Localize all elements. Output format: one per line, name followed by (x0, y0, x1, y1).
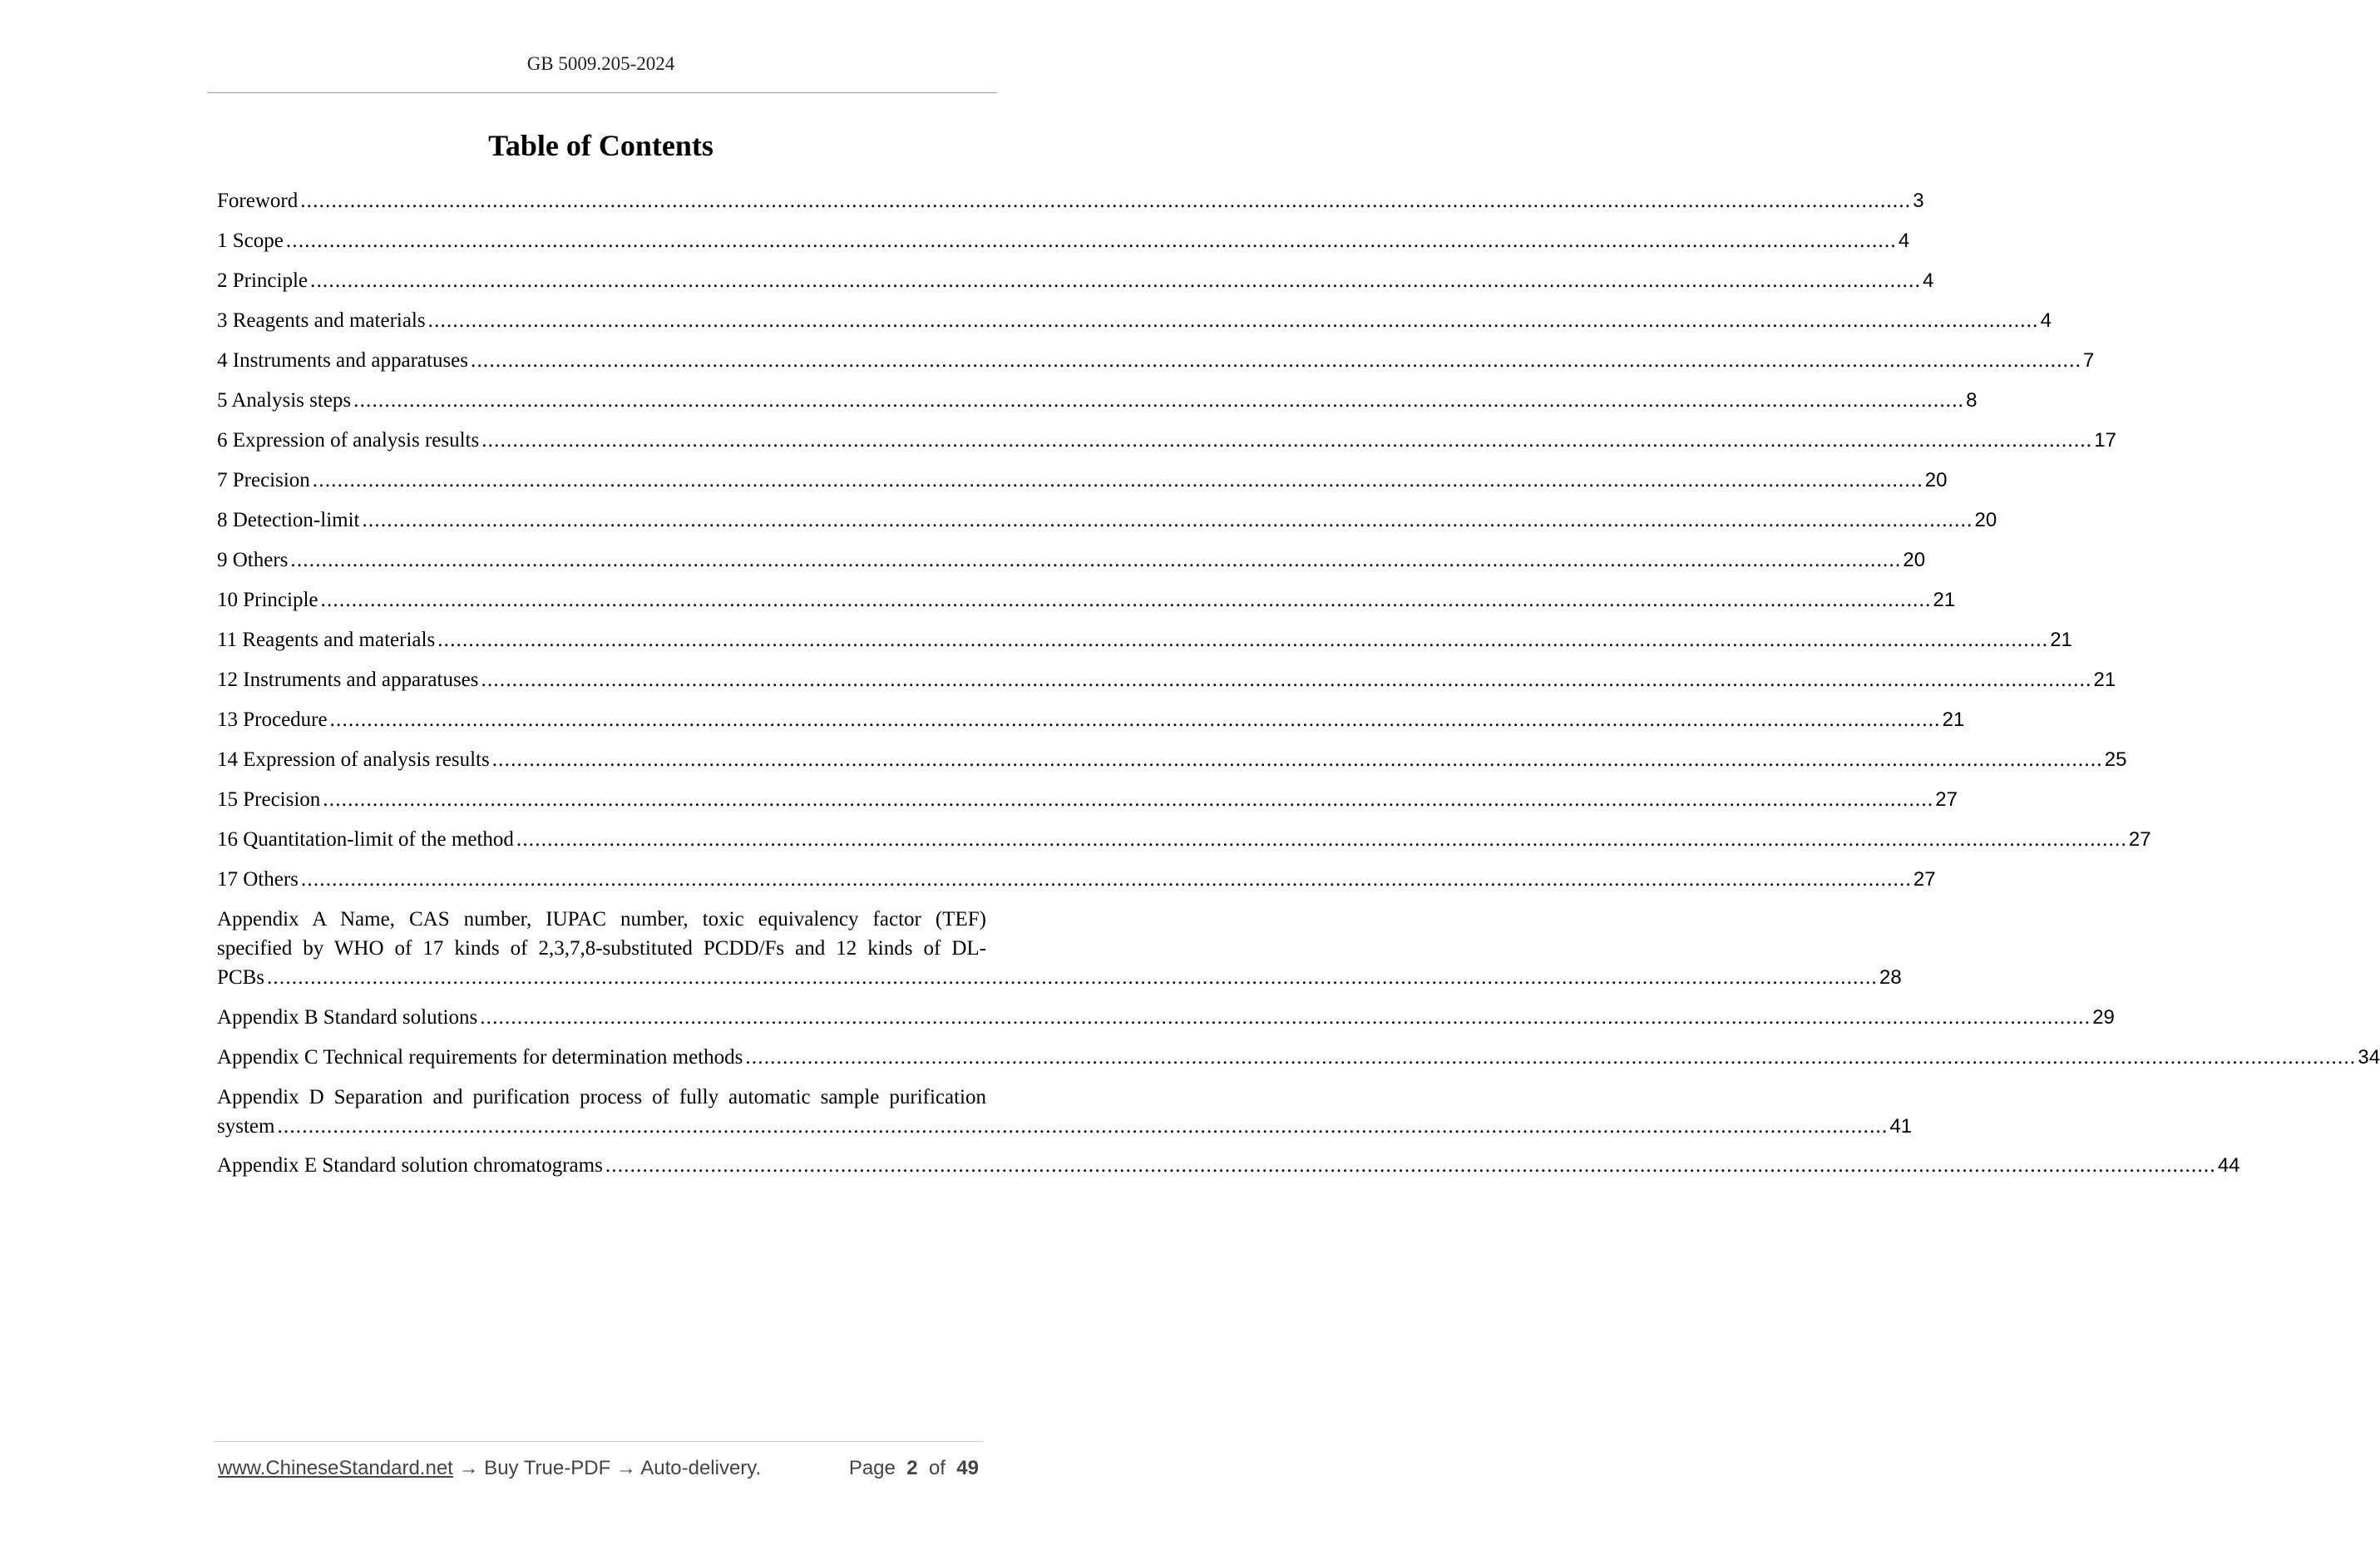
toc-entry-label-line: system (217, 1115, 275, 1138)
toc-entry-label: Appendix E Standard solution chromatograms (217, 1154, 603, 1177)
page-title: Table of Contents (488, 129, 714, 162)
toc-entry[interactable] (217, 466, 1948, 495)
toc-entry-page: 4 (1923, 269, 1934, 292)
dot-leader: .................................................................................................................................................................................................................................................................... (323, 788, 1934, 811)
toc-entry[interactable] (217, 226, 1910, 255)
toc-entry[interactable] (217, 665, 2116, 694)
toc-entry[interactable] (217, 745, 2127, 774)
current-page-number: 2 (906, 1457, 918, 1479)
dot-leader: .................................................................................................................................................................................................................................................................... (605, 1154, 2216, 1177)
toc-entry-label: 3 Reagents and materials (217, 309, 426, 332)
toc-entry-page: 21 (2050, 629, 2072, 651)
toc-entry[interactable] (217, 1151, 2240, 1180)
toc-entry-page: 34 (2358, 1046, 2380, 1069)
toc-entry-label: 15 Precision (217, 788, 321, 811)
toc-entry-page: 21 (1942, 708, 1965, 731)
toc-entry-label: 6 Expression of analysis results (217, 429, 480, 452)
promo-text: → Buy True-PDF → Auto-delivery. (458, 1457, 762, 1479)
dot-leader: .................................................................................................................................................................................................................................................................... (290, 549, 1902, 571)
toc-entry-label-line: Appendix A Name, CAS number, IUPAC number, toxic equivalency factor (TEF) (217, 908, 986, 931)
toc-entry-label: 7 Precision (217, 469, 310, 491)
toc-entry-label-line: specified by WHO of 17 kinds of 2,3,7,8-substituted PCDD/Fs and 12 kinds of DL- (217, 937, 986, 960)
dot-leader: .................................................................................................................................................................................................................................................................... (329, 708, 1941, 731)
toc-entry-page: 3 (1913, 190, 1924, 212)
dot-leader: .................................................................................................................................................................................................................................................................... (437, 629, 2049, 651)
toc-entry-label: Appendix C Technical requirements for determination methods (217, 1046, 743, 1069)
dot-leader: .................................................................................................................................................................................................................................................................... (481, 429, 2093, 452)
toc-entry-label: 11 Reagents and materials (217, 629, 436, 651)
toc-entry-page: 4 (2040, 309, 2052, 332)
toc-entry-label: 13 Procedure (217, 708, 328, 731)
footer-promo (218, 1457, 761, 1480)
dot-leader: .................................................................................................................................................................................................................................................................... (480, 1006, 2091, 1029)
toc-entry-label: 9 Others (217, 549, 289, 571)
toc-entry-label: Foreword (217, 190, 299, 212)
dot-leader: .................................................................................................................................................................................................................................................................... (310, 269, 1922, 292)
page-word: Page (848, 1457, 896, 1479)
dot-leader: .................................................................................................................................................................................................................................................................... (266, 966, 1878, 989)
toc-entry-appendix-d[interactable] (217, 1083, 1913, 1141)
toc-entry-label: Appendix B Standard solutions (217, 1006, 478, 1029)
toc-entry-page: 21 (2093, 669, 2116, 691)
page-header: GB 5009.205-2024 (526, 53, 675, 74)
toc-entry-page: 27 (1913, 868, 1936, 891)
toc-entry-label: 8 Detection-limit (217, 509, 360, 531)
toc-entry[interactable] (217, 585, 1956, 615)
toc-entry-page: 20 (1903, 549, 1926, 571)
footer-divider (214, 1441, 983, 1442)
dot-leader: .................................................................................................................................................................................................................................................................... (285, 230, 1897, 252)
toc-entry[interactable] (217, 346, 2095, 375)
toc-entry[interactable] (217, 186, 1924, 215)
toc-entry-label: 12 Instruments and apparatuses (217, 669, 479, 691)
toc-entry[interactable] (217, 386, 1978, 415)
toc-entry-appendix-a[interactable] (217, 905, 1902, 992)
toc-entry-label-line: Appendix D Separation and purification process of fully automatic sample purification (217, 1086, 986, 1108)
toc-entry-page: 44 (2217, 1154, 2240, 1177)
toc-entry[interactable] (217, 1003, 2115, 1032)
toc-entry-label: 10 Principle (217, 589, 318, 611)
dot-leader: .................................................................................................................................................................................................................................................................... (471, 349, 2082, 372)
toc-entry-page: 17 (2094, 429, 2116, 452)
total-pages-number: 49 (956, 1457, 979, 1479)
dot-leader: .................................................................................................................................................................................................................................................................... (277, 1115, 1889, 1138)
toc-entry-page: 20 (1974, 509, 1997, 531)
toc-entry-page: 4 (1898, 230, 1910, 252)
toc-entry-page: 41 (1889, 1115, 1913, 1138)
dot-leader: .................................................................................................................................................................................................................................................................... (516, 828, 2127, 851)
header-divider (207, 92, 997, 93)
toc-entry-page: 20 (1924, 469, 1948, 491)
toc-entry[interactable] (217, 266, 1934, 295)
dot-leader: .................................................................................................................................................................................................................................................................... (491, 748, 2103, 771)
toc-entry-label: 2 Principle (217, 269, 309, 292)
dot-leader: .................................................................................................................................................................................................................................................................... (353, 389, 1965, 412)
toc-entry-label: 1 Scope (217, 230, 284, 252)
dot-leader: .................................................................................................................................................................................................................................................................... (745, 1046, 2357, 1069)
dot-leader: .................................................................................................................................................................................................................................................................... (481, 669, 2092, 691)
page-indicator (849, 1457, 979, 1480)
toc-entry-page: 27 (1935, 788, 1958, 811)
toc-entry[interactable] (217, 865, 1936, 894)
dot-leader: .................................................................................................................................................................................................................................................................... (312, 469, 1923, 491)
of-word: of (928, 1457, 946, 1479)
toc-entry-label: 4 Instruments and apparatuses (217, 349, 469, 372)
toc-entry-label: 5 Analysis steps (217, 389, 352, 412)
dot-leader: .................................................................................................................................................................................................................................................................... (362, 509, 1973, 531)
toc-entry[interactable] (217, 785, 1958, 814)
dot-leader: .................................................................................................................................................................................................................................................................... (427, 309, 2039, 332)
toc-entry-label: 16 Quantitation-limit of the method (217, 828, 514, 851)
toc-entry[interactable] (217, 825, 2151, 854)
toc-entry-page: 8 (1966, 389, 1978, 412)
dot-leader: .................................................................................................................................................................................................................................................................... (320, 589, 1932, 611)
toc-entry-page: 27 (2128, 828, 2151, 851)
site-link[interactable]: www.ChineseStandard.net (218, 1457, 453, 1479)
toc-entry-page: 28 (1879, 966, 1902, 989)
toc-entry-page: 25 (2104, 748, 2127, 771)
toc-entry-label: 17 Others (217, 868, 299, 891)
dot-leader: .................................................................................................................................................................................................................................................................... (300, 190, 1912, 212)
toc-entry[interactable] (217, 506, 1997, 535)
dot-leader: .................................................................................................................................................................................................................................................................... (300, 868, 1912, 891)
toc-entry-label: 14 Expression of analysis results (217, 748, 490, 771)
toc-entry[interactable] (217, 705, 1965, 734)
toc-entry-page: 29 (2092, 1006, 2115, 1029)
toc-entry[interactable] (217, 426, 2116, 455)
toc-entry[interactable] (217, 306, 2052, 335)
toc-entry-page: 7 (2083, 349, 2095, 372)
toc-entry[interactable] (217, 545, 1926, 575)
toc-entry[interactable] (217, 625, 2072, 654)
toc-entry[interactable] (217, 1043, 2380, 1072)
toc-entry-label-line: PCBs (217, 966, 264, 989)
toc-entry-page: 21 (1933, 589, 1956, 611)
